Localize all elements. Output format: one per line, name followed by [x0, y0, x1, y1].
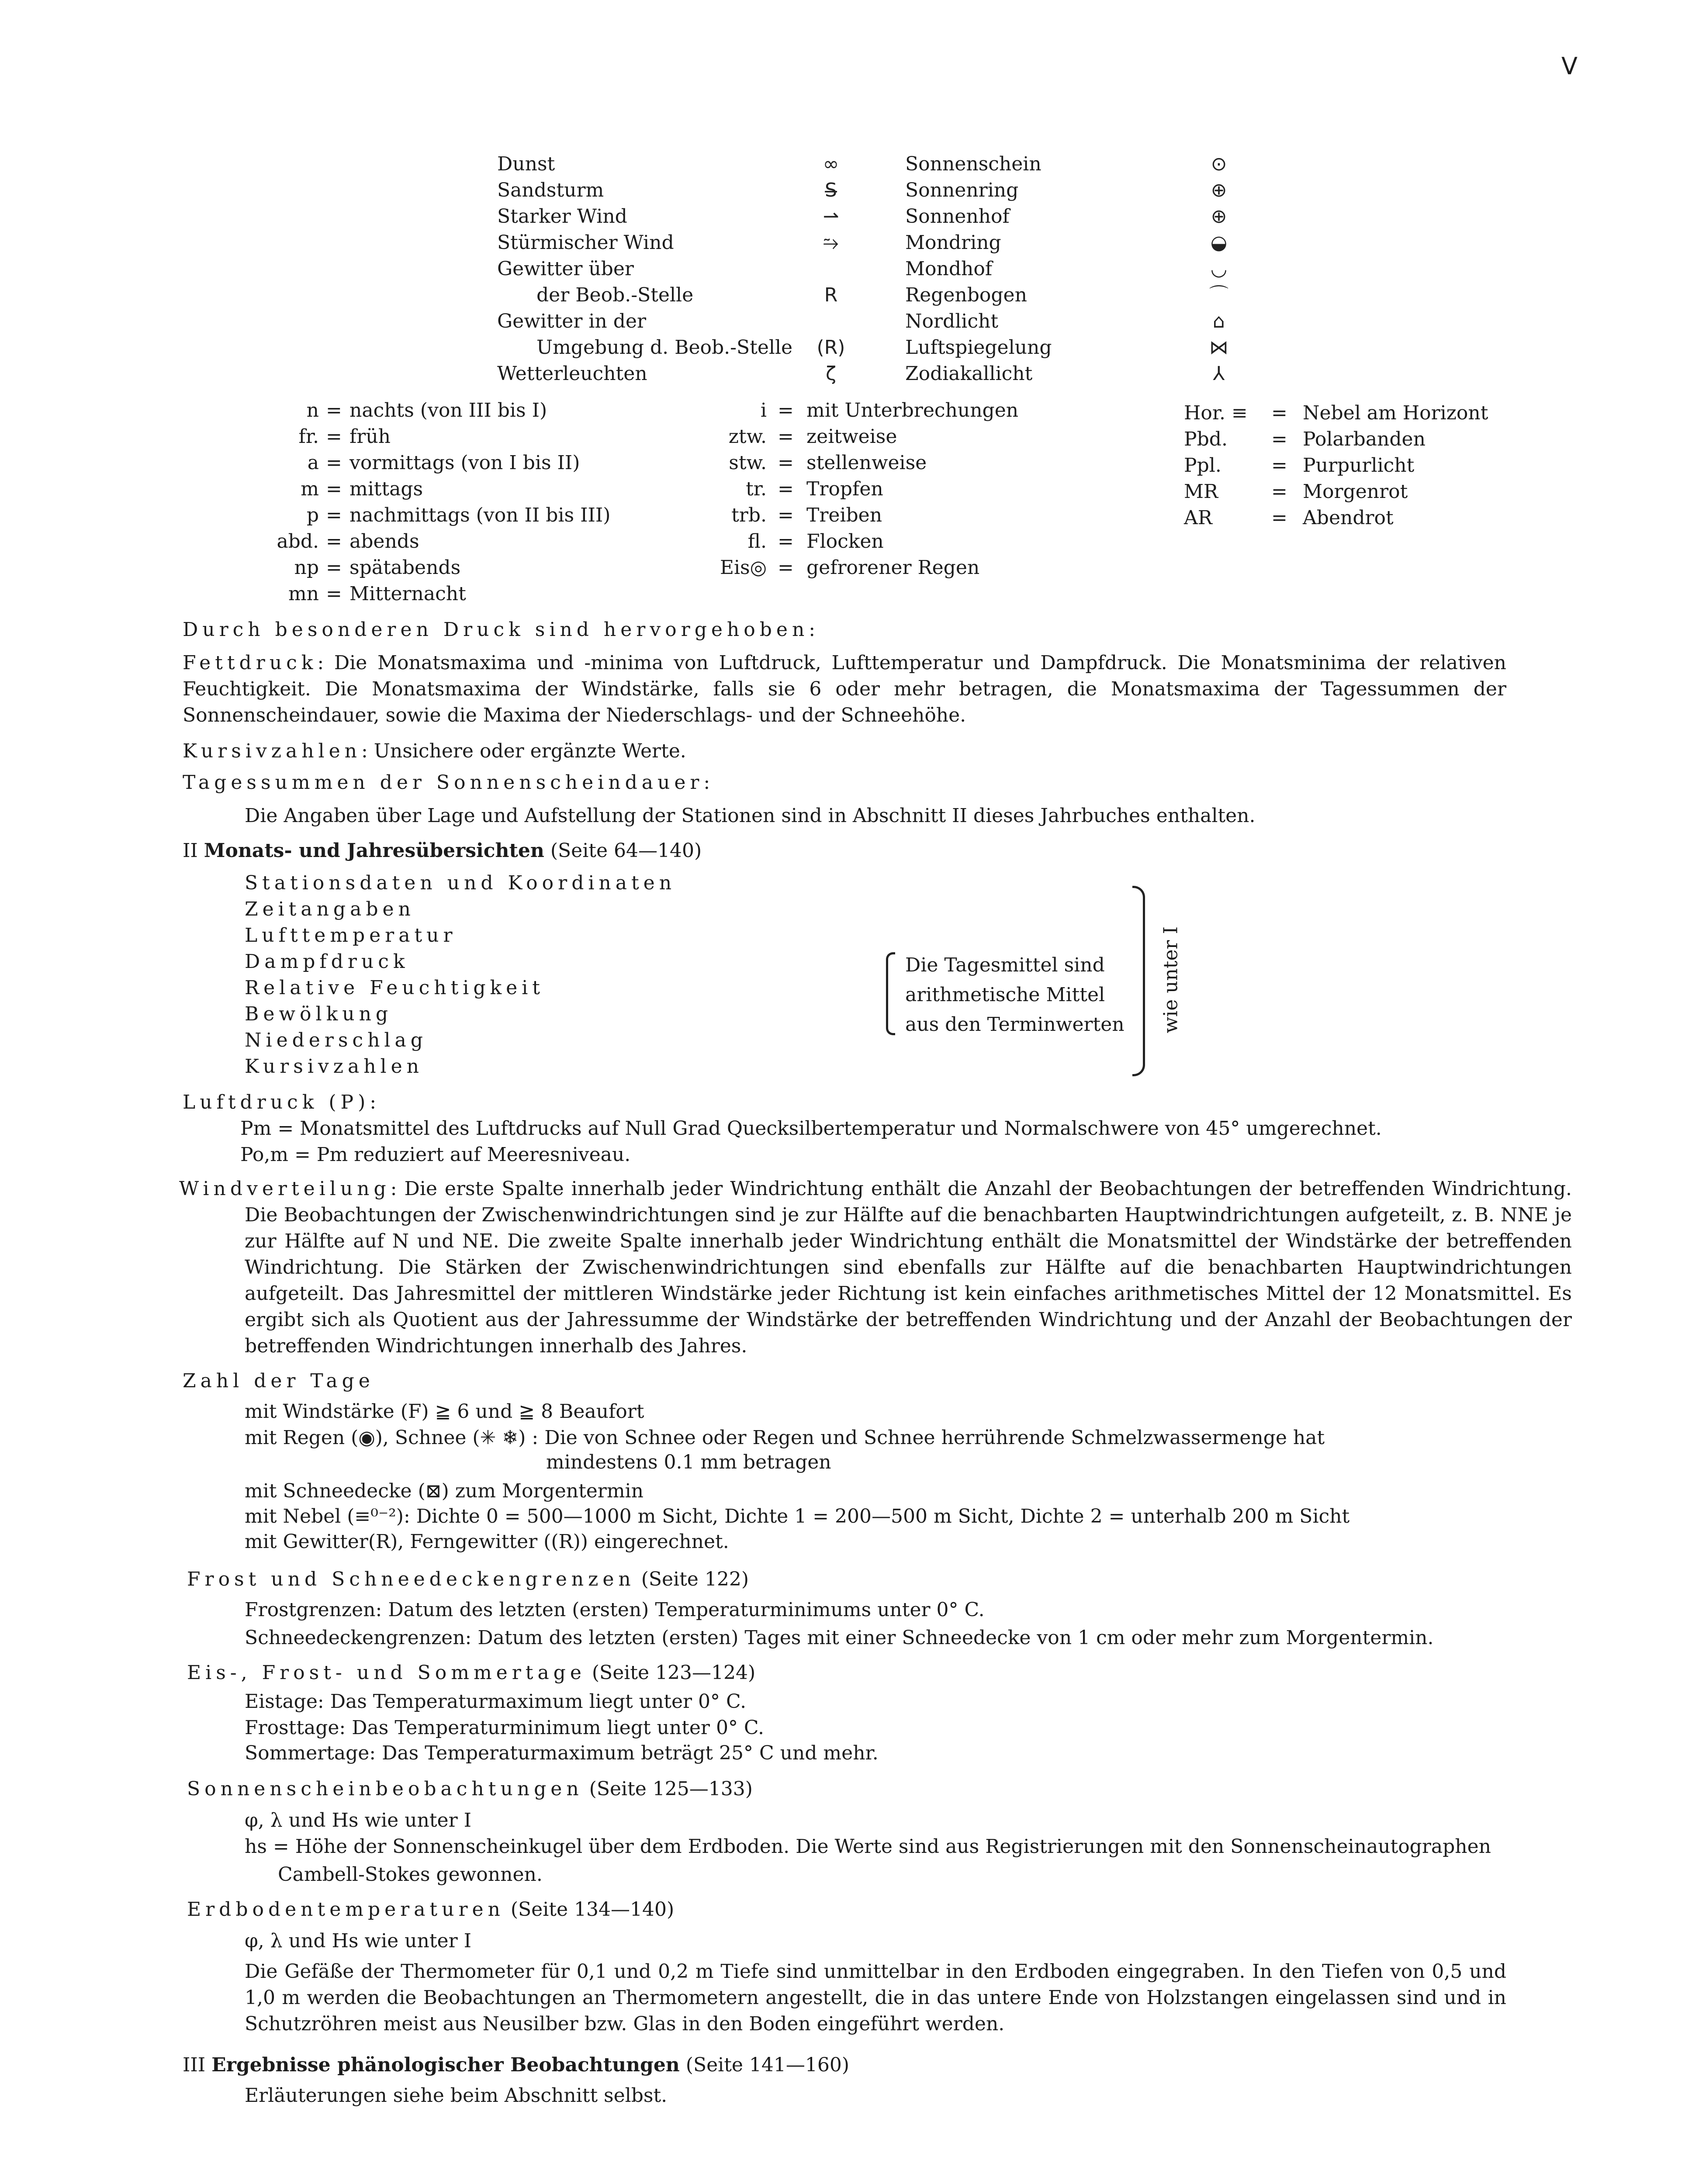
modifier-abbr-meaning: Treiben: [806, 504, 882, 526]
symbol-label-right: Regenbogen: [905, 284, 1027, 306]
equals-sign: =: [778, 556, 794, 579]
weather-symbol-icon: R: [824, 284, 838, 306]
optical-abbr: MR: [1184, 480, 1218, 503]
zdt-line-2: mit Regen (◉), Schnee (✳ ❄) : Die von Schnee oder Regen und Schnee herrührende Schmelzwassermenge hat: [245, 1427, 1325, 1449]
modifier-abbr: i: [760, 399, 767, 422]
time-abbr-meaning: mittags: [349, 478, 423, 500]
equals-sign: =: [326, 478, 342, 500]
time-abbr: p: [306, 504, 319, 526]
optical-abbr: Hor. ≡: [1184, 402, 1248, 424]
optical-abbr-meaning: Polarbanden: [1303, 428, 1426, 450]
optical-abbr: AR: [1184, 507, 1212, 529]
symbol-label-left: der Beob.-Stelle: [536, 284, 694, 306]
time-abbr: m: [301, 478, 319, 500]
kursiv-label: Kursivzahlen: [183, 740, 361, 762]
section-2-item: Niederschlag: [245, 1029, 427, 1051]
symbol-label-left: Stürmischer Wind: [497, 232, 674, 254]
modifier-abbr-meaning: Tropfen: [806, 478, 883, 500]
optical-abbr-meaning: Nebel am Horizont: [1303, 402, 1488, 424]
section-3-heading: [183, 2052, 849, 2078]
optical-symbol-icon: ⊕: [1211, 179, 1227, 201]
modifier-abbr: Eis◎: [720, 556, 767, 579]
optical-symbol-icon: ⅄: [1213, 363, 1225, 385]
frost-line-1: Frostgrenzen: Datum des letzten (ersten) Temperaturminimums unter 0° C.: [245, 1599, 985, 1621]
symbol-label-right: Mondring: [905, 232, 1001, 254]
equals-sign: =: [326, 530, 342, 553]
wie-unter-i-vertical: wie unter I: [1159, 926, 1182, 1033]
symbol-label-right: Nordlicht: [905, 310, 998, 332]
sonne-line-1: φ, λ und Hs wie unter I: [245, 1809, 471, 1832]
modifier-abbr: stw.: [729, 452, 767, 474]
symbol-label-left: Gewitter in der: [497, 310, 646, 332]
optical-symbol-icon: ◡: [1210, 258, 1228, 280]
modifier-abbr: trb.: [731, 504, 767, 526]
time-abbr: abd.: [277, 530, 319, 553]
equals-sign: =: [326, 583, 342, 605]
symbol-label-right: Sonnenring: [905, 179, 1019, 201]
modifier-abbr-meaning: zeitweise: [806, 425, 897, 448]
equals-sign: =: [1271, 507, 1287, 529]
time-abbr-meaning: abends: [349, 530, 419, 553]
symbol-label-right: Luftspiegelung: [905, 336, 1052, 359]
modifier-abbr: tr.: [746, 478, 767, 500]
zdt-line-6: mit Gewitter(R), Ferngewitter ((R)) eingerechnet.: [245, 1531, 729, 1553]
fettdruck-paragraph: [183, 650, 1506, 729]
section-3-line-1: Erläuterungen siehe beim Abschnitt selbst.: [245, 2084, 668, 2107]
section-2-item: Zeitangaben: [245, 898, 415, 920]
eis-line-2: Frosttage: Das Temperaturminimum liegt unter 0° C.: [245, 1717, 765, 1739]
frost-line-2: Schneedeckengrenzen: Datum des letzten (ersten) Tages mit einer Schneedecke von 1 cm oder mehr zum Morgentermin.: [245, 1627, 1434, 1649]
time-abbr: np: [294, 556, 319, 579]
frost-title: Frost und Schneedeckengrenzen: [187, 1568, 635, 1590]
section-2-heading: [183, 838, 702, 864]
equals-sign: =: [778, 399, 794, 422]
section-3-pages: (Seite 141—160): [685, 2054, 850, 2076]
optical-symbol-icon: ⋈: [1209, 336, 1228, 359]
zdt-line-1: mit Windstärke (F) ≧ 6 und ≧ 8 Beaufort: [245, 1400, 644, 1423]
note-brace: [886, 952, 895, 1035]
kursiv-text: : Unsichere oder ergänzte Werte.: [361, 740, 686, 762]
section-2-item: Kursivzahlen: [245, 1055, 423, 1078]
modifier-abbr-meaning: mit Unterbrechungen: [806, 399, 1019, 422]
modifier-abbr-meaning: Flocken: [806, 530, 884, 553]
zdt-line-3: mindestens 0.1 mm betragen: [546, 1451, 831, 1473]
frost-heading: [187, 1566, 749, 1593]
time-abbr-meaning: früh: [349, 425, 391, 448]
modifier-abbr: fl.: [747, 530, 767, 553]
time-abbr: n: [306, 399, 319, 422]
optical-abbr-meaning: Abendrot: [1303, 507, 1394, 529]
zdt-line-4: mit Schneedecke (⊠) zum Morgentermin: [245, 1480, 644, 1502]
weather-symbol-icon: (R): [817, 336, 845, 359]
sonne-title: Sonnenscheinbeobachtungen: [187, 1778, 583, 1800]
equals-sign: =: [1271, 402, 1287, 424]
druck-heading: Durch besonderen Druck sind hervorgehoben:: [183, 619, 820, 641]
symbol-label-right: Sonnenschein: [905, 153, 1041, 175]
optical-abbr-meaning: Purpurlicht: [1303, 454, 1415, 477]
wie-unter-brace: [1132, 886, 1145, 1076]
equals-sign: =: [778, 478, 794, 500]
sonne-line-3: Cambell-Stokes gewonnen.: [278, 1863, 543, 1886]
symbol-label-left: Wetterleuchten: [497, 363, 647, 385]
eis-heading: [187, 1660, 755, 1686]
section-2-item: Relative Feuchtigkeit: [245, 977, 544, 999]
optical-symbol-icon: ⌒: [1209, 284, 1228, 306]
time-abbr-meaning: nachts (von III bis I): [349, 399, 547, 422]
section-3-title: Ergebnisse phänologischer Beobachtungen: [211, 2054, 680, 2076]
section-2-item: Stationsdaten und Koordinaten: [245, 872, 676, 894]
page-number: V: [1561, 52, 1578, 80]
symbol-label-right: Zodiakallicht: [905, 363, 1033, 385]
luftdruck-line-1: Pm = Monatsmittel des Luftdrucks auf Null Grad Quecksilbertemperatur und Normalschwere von 45° umgerechnet.: [240, 1117, 1382, 1140]
time-abbr: a: [307, 452, 319, 474]
equals-sign: =: [1271, 428, 1287, 450]
equals-sign: =: [778, 452, 794, 474]
equals-sign: =: [326, 425, 342, 448]
time-abbr: fr.: [298, 425, 319, 448]
section-2-number: II: [183, 840, 198, 862]
symbol-label-left: Starker Wind: [497, 205, 627, 228]
symbol-label-left: Gewitter über: [497, 258, 634, 280]
eis-title: Eis-, Frost- und Sommertage: [187, 1662, 586, 1684]
fettdruck-text: : Die Monatsmaxima und -minima von Luftdruck, Lufttemperatur und Dampfdruck. Die Monatsminima der relativen Feuchtigkeit. Die Monatsmaxima der Windstärke, falls sie 6 oder mehr betragen, die Monatsmaxima der Tagessummen der Sonnenscheindauer, sowie die Maxima der Niederschlags- und der Schneehöhe.: [183, 652, 1506, 726]
erdboden-paragraph: Die Gefäße der Thermometer für 0,1 und 0,2 m Tiefe sind unmittelbar in den Erdboden eingegraben. In den Tiefen von 0,5 und 1,0 m werden die Beobachtungen an Thermometern angestellt, die in das untere Ende von Holzstangen eingelassen sind und in Schutzröhren meist aus Neusilber bzw. Glas in den Boden eingeführt werden.: [245, 1960, 1506, 2035]
equals-sign: =: [778, 504, 794, 526]
windverteilung-label: Windverteilung: [179, 1178, 391, 1200]
symbol-label-right: Sonnenhof: [905, 205, 1010, 228]
zahl-der-tage-heading: Zahl der Tage: [183, 1370, 374, 1392]
optical-symbol-icon: ◒: [1210, 232, 1228, 254]
windverteilung-paragraph: [179, 1176, 1572, 1359]
note-line-1: Die Tagesmittel sind: [905, 954, 1105, 976]
tagesmittel-note: [905, 950, 1125, 1040]
weather-symbol-icon: ∞: [823, 153, 839, 175]
zdt-line-5: mit Nebel (≡⁰⁻²): Dichte 0 = 500—1000 m Sicht, Dichte 1 = 200—500 m Sicht, Dichte 2 = unterhalb 200 m Sicht: [245, 1505, 1350, 1527]
equals-sign: =: [326, 399, 342, 422]
section-3-number: III: [183, 2054, 206, 2076]
sonne-heading: [187, 1776, 753, 1802]
symbol-label-right: Mondhof: [905, 258, 993, 280]
tagessummen-label: Tagessummen der Sonnenscheindauer:: [183, 771, 715, 794]
equals-sign: =: [778, 425, 794, 448]
modifier-abbr: ztw.: [728, 425, 767, 448]
equals-sign: =: [778, 530, 794, 553]
weather-symbol-icon: S̶: [825, 179, 837, 201]
modifier-abbr-meaning: stellenweise: [806, 452, 927, 474]
optical-symbol-icon: ⌂: [1213, 310, 1225, 332]
equals-sign: =: [1271, 480, 1287, 503]
equals-sign: =: [326, 556, 342, 579]
luftdruck-heading: Luftdruck (P):: [183, 1091, 381, 1113]
symbol-label-left: Dunst: [497, 153, 555, 175]
symbol-label-left: Sandsturm: [497, 179, 604, 201]
section-2-item: Dampfdruck: [245, 950, 409, 973]
erdboden-line-1: φ, λ und Hs wie unter I: [245, 1930, 471, 1952]
note-line-3: aus den Terminwerten: [905, 1013, 1125, 1036]
equals-sign: =: [326, 452, 342, 474]
equals-sign: =: [326, 504, 342, 526]
symbol-label-left: Umgebung d. Beob.-Stelle: [536, 336, 793, 359]
time-abbr: mn: [288, 583, 319, 605]
time-abbr-meaning: Mitternacht: [349, 583, 466, 605]
fettdruck-label: Fettdruck: [183, 652, 318, 674]
kursiv-line: [183, 738, 686, 764]
erdboden-heading: [187, 1897, 674, 1923]
modifier-abbr-meaning: gefrorener Regen: [806, 556, 980, 579]
eis-line-3: Sommertage: Das Temperaturmaximum beträgt 25° C und mehr.: [245, 1742, 879, 1764]
time-abbr-meaning: vormittags (von I bis II): [349, 452, 580, 474]
section-2-item: Lufttemperatur: [245, 924, 457, 947]
optical-abbr: Ppl.: [1184, 454, 1221, 477]
windverteilung-text: : Die erste Spalte innerhalb jeder Windrichtung enthält die Anzahl der Beobachtungen der betreffenden Windrichtung. Die Beobachtungen der Zwischenwindrichtungen sind je zur Hälfte auf die benachbarten Hauptwindrichtungen aufgeteilt, z. B. NNE je zur Hälfte auf N und NE. Die zweite Spalte innerhalb jeder Windrichtung enthält die Monatsmittel der Windstärke der betreffenden Windrichtung. Die Stärken der Zwischenwindrichtungen sind ebenfalls zur Hälfte auf die benachbarten Hauptwindrichtungen aufgeteilt. Das Jahresmittel der mittleren Windstärke jeder Richtung ist kein einfaches arithmetisches Mittel der 12 Monatsmittel. Es ergibt sich als Quotient aus der Jahressumme der Windstärke der betreffenden Windrichtung und der Anzahl der Beobachtungen der betreffenden Windrichtungen innerhalb des Jahres.: [245, 1178, 1572, 1357]
eis-line-1: Eistage: Das Temperaturmaximum liegt unter 0° C.: [245, 1690, 747, 1713]
eis-pages: (Seite 123—124): [592, 1662, 756, 1684]
sonne-pages: (Seite 125—133): [589, 1778, 753, 1800]
optical-symbol-icon: ⊙: [1211, 153, 1227, 175]
time-abbr-meaning: spätabends: [349, 556, 461, 579]
tagessummen-text: Die Angaben über Lage und Aufstellung der Stationen sind in Abschnitt II dieses Jahrbuches enthalten.: [245, 805, 1256, 827]
weather-symbol-icon: ⥲: [823, 232, 839, 254]
note-line-2: arithmetische Mittel: [905, 984, 1105, 1006]
erdboden-title: Erdbodentemperaturen: [187, 1898, 505, 1921]
optical-abbr-meaning: Morgenrot: [1303, 480, 1408, 503]
equals-sign: =: [1271, 454, 1287, 477]
sonne-line-2: hs = Höhe der Sonnenscheinkugel über dem Erdboden. Die Werte sind aus Registrierungen mit den Sonnenscheinautographen: [245, 1835, 1491, 1858]
section-2-item: Bewölkung: [245, 1003, 393, 1025]
section-2-pages: (Seite 64—140): [550, 840, 702, 862]
erdboden-pages: (Seite 134—140): [510, 1898, 675, 1921]
section-2-title: Monats- und Jahresübersichten: [204, 840, 544, 862]
weather-symbol-icon: ⇀: [823, 205, 839, 228]
optical-abbr: Pbd.: [1184, 428, 1228, 450]
luftdruck-line-2: Po,m = Pm reduziert auf Meeresniveau.: [240, 1144, 631, 1166]
frost-pages: (Seite 122): [641, 1568, 749, 1590]
optical-symbol-icon: ⊕: [1211, 205, 1227, 228]
time-abbr-meaning: nachmittags (von II bis III): [349, 504, 611, 526]
weather-symbol-icon: ζ: [826, 363, 836, 385]
